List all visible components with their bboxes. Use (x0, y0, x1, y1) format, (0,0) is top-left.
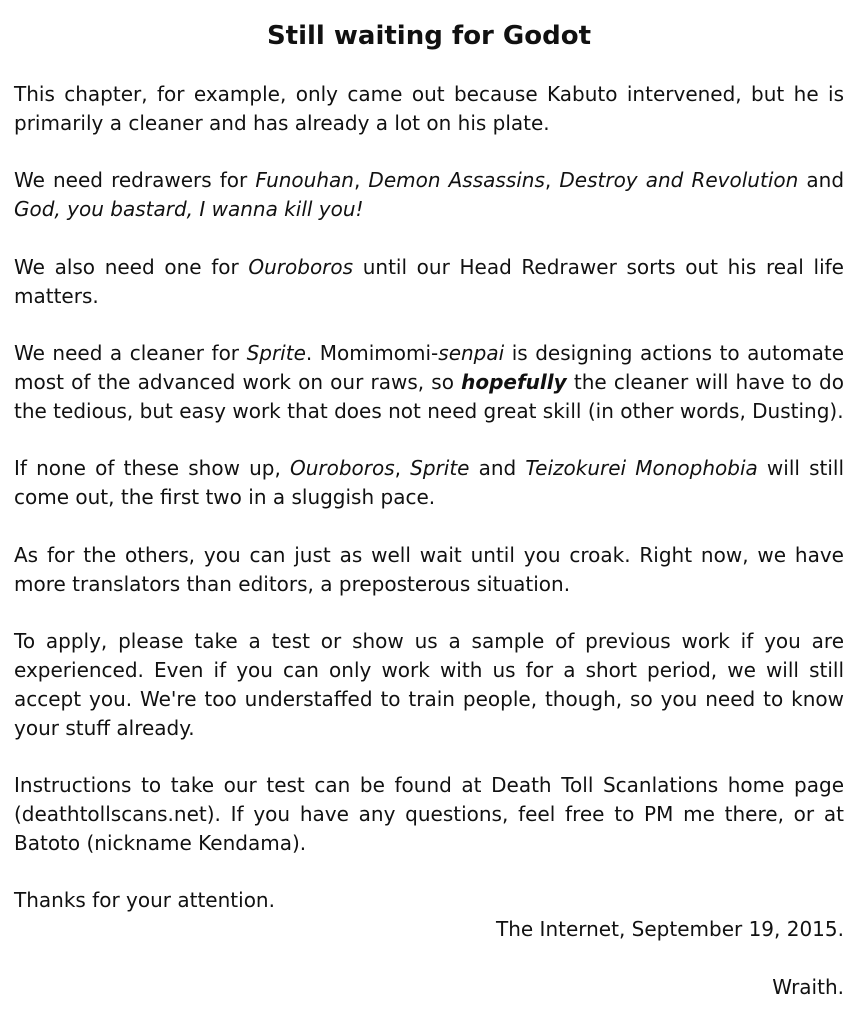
dateline: The Internet, September 19, 2015. (495, 917, 844, 942)
text: We need redrawers for (14, 168, 256, 193)
text: , (544, 168, 560, 193)
paragraph-others: As for the others, you can just as well wait until you croak. Right now, we have more translators than editors, a preposterous situation. (14, 542, 844, 596)
text: the cleaner will have to do the tedious, but easy work that does not need great skill (in other words, Dusting). (14, 369, 844, 423)
title-funouhan: Funouhan (255, 168, 354, 193)
text: We also need one for (14, 254, 249, 279)
paragraph-cleaner (14, 339, 844, 425)
text: , (353, 168, 369, 193)
title-destroy-and-revolution: Destroy and Revolution (559, 168, 799, 193)
title-sprite: Sprite (410, 456, 470, 481)
text: , (394, 456, 411, 481)
paragraph-ouroboros-redrawer (14, 253, 844, 311)
title-ouroboros: Ouroboros (248, 254, 354, 279)
paragraph-redrawers (14, 166, 844, 224)
title-demon-assassins: Demon Assassins (368, 168, 545, 193)
title-teizokurei-monophobia: Teizokurei Monophobia (525, 456, 758, 481)
title-sprite: Sprite (246, 341, 306, 366)
paragraph-chapter-note: This chapter, for example, only came out because Kabuto intervened, but he is primarily a cleaner and has already a lot on his plate. (14, 82, 844, 135)
title-ouroboros: Ouroboros (289, 456, 395, 481)
text: until our Head Redrawer sorts out his real life matters. (14, 254, 844, 308)
text: . Momimomi- (305, 341, 439, 366)
paragraph-fallback (14, 454, 844, 512)
title-god-you-bastard: God, you bastard, I wanna kill you! (14, 197, 364, 222)
text: is designing actions to automate most of the advanced work on our raws, so (14, 341, 844, 394)
honorific-senpai: senpai (438, 341, 505, 366)
signature: Wraith. (772, 974, 844, 999)
text: will still come out, the first two in a sluggish pace. (14, 456, 845, 510)
paragraph-instructions: Instructions to take our test can be found at Death Toll Scanlations home page (deathtollscans.net). If you have any questions, feel free to PM me there, or at Batoto (nickname Kendama). (14, 773, 844, 855)
spacer (14, 944, 844, 973)
text: and (469, 456, 526, 481)
paragraph-thanks: Thanks for your attention. (14, 888, 275, 913)
text: and (798, 168, 845, 193)
text: We need a cleaner for (14, 341, 247, 366)
paragraph-apply: To apply, please take a test or show us a sample of previous work if you are experienced. Even if you can only work with us for a short period, we will still accept you. We're too understaffed to train people, though, so you need to know your stuff already. (14, 629, 844, 740)
text: If none of these show up, (14, 456, 290, 481)
document-title: Still waiting for Godot (266, 21, 592, 51)
emphasis-hopefully: hopefully (461, 369, 567, 394)
